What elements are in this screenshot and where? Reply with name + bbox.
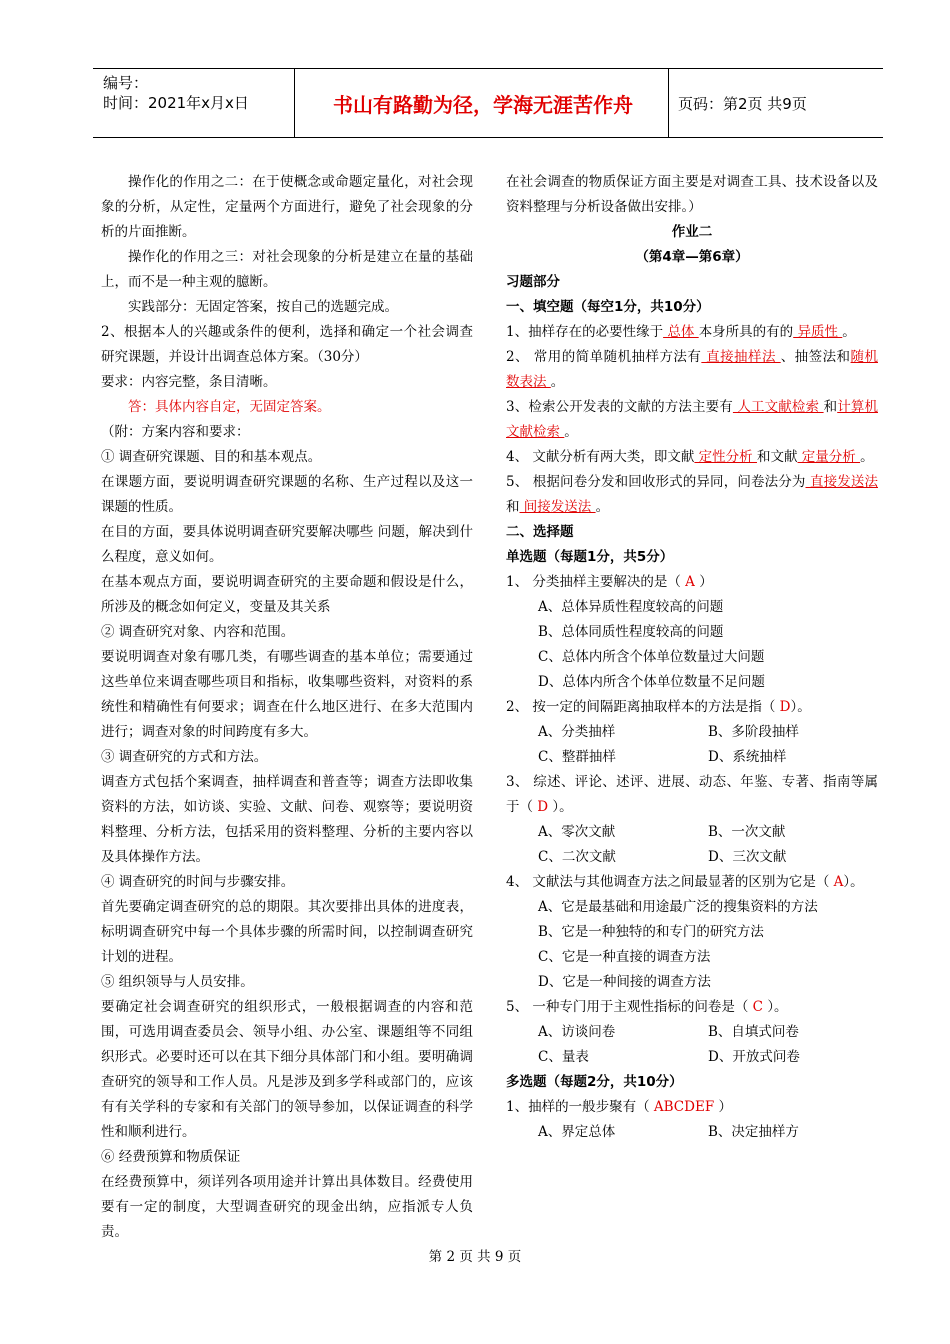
paragraph: 要确定社会调查研究的组织形式，一般根据调查的内容和范围，可选用调查委员会、领导小组、办公室、课题组等不同组织形式。必要时还可以在其下细分具体部门和小组。要明确调查研究的领导和工作人员。凡是涉及到多学科或部门的，应该有有关学科的专家和有关部门的领导参加，以保证调查的科学性和顺利进行。 <box>101 999 473 1140</box>
multi-choice-title: 多选题（每题2分，共10分） <box>506 1074 683 1090</box>
option-row <box>506 1020 878 1045</box>
answer-blank: 直接发送法 <box>805 474 878 490</box>
option: D、总体内所含个体单位数量不足问题 <box>538 674 765 690</box>
question-text: 5、 一种专门用于主观性指标的问卷是（ <box>506 999 749 1015</box>
option: C、二次文献 <box>538 849 616 865</box>
item-heading: ⑥ 经费预算和物质保证 <box>101 1149 241 1165</box>
paragraph: 在经费预算中，须详列各项用途并计算出具体数目。经费使用要有一定的制度，大型调查研究的现金出纳，应指派专人负责。 <box>101 1174 473 1240</box>
paragraph: 首先要确定调查研究的总的期限。其次要排出具体的进度表，标明调查研究中每一个具体步骤的所需时间，以控制调查研究计划的进程。 <box>101 899 473 965</box>
option: C、量表 <box>538 1049 589 1065</box>
paragraph: 要求：内容完整，条目清晰。 <box>101 374 277 390</box>
question-text: ） <box>718 1099 732 1115</box>
answer-blank: 人工文献检索 <box>732 399 824 415</box>
question-text: 2、 常用的简单随机抽样方法有 <box>506 349 702 365</box>
question-text: 。 <box>842 324 856 340</box>
paragraph: 在社会调查的物质保证方面主要是对调查工具、技术设备以及资料整理与分析设备做出安排。） <box>506 174 878 215</box>
option: B、多阶段抽样 <box>708 724 799 740</box>
question-text: ） <box>699 574 713 590</box>
question-text: 和 <box>823 399 838 415</box>
option: D、它是一种间接的调查方法 <box>538 974 711 990</box>
single-choice-title: 单选题（每题1分，共5分） <box>506 549 674 565</box>
answer-letter: ABCDEF <box>649 1099 719 1115</box>
option-row <box>506 745 878 770</box>
header-info <box>103 73 249 113</box>
question-text: 3、 综述、评论、述评、进展、动态、年鉴、专著、指南等属于（ <box>506 774 878 815</box>
item-heading: ④ 调查研究的时间与步骤安排。 <box>101 874 295 890</box>
item-heading: ③ 调查研究的方式和方法。 <box>101 749 268 765</box>
option: B、总体同质性程度较高的问题 <box>538 624 724 640</box>
paragraph: 调查方式包括个案调查，抽样调查和普查等；调查方法即收集资料的方法，如访谈、实验、文献、问卷、观察等；要说明资料整理、分析方法，包括采用的资料整理、分析的主要内容以及具体操作方法。 <box>101 774 473 865</box>
option-row <box>506 720 878 745</box>
option: B、它是一种独特的和专门的研究方法 <box>538 924 764 940</box>
choice-question-1 <box>506 570 878 595</box>
choice-title: 二、选择题 <box>506 524 574 540</box>
answer-blank: 总体 <box>663 324 699 340</box>
answer-blank: 计算机文献检索 <box>506 399 878 440</box>
number-label: 编号： <box>103 74 149 92</box>
multi-question-1 <box>506 1095 878 1120</box>
option: A、界定总体 <box>538 1124 616 1140</box>
option: A、总体异质性程度较高的问题 <box>538 599 724 615</box>
fill-blank-title: 一、填空题（每空1分，共10分） <box>506 299 710 315</box>
choice-question-2 <box>506 695 878 720</box>
paragraph: 在基本观点方面，要说明调查研究的主要命题和假设是什么，所涉及的概念如何定义，变量及其关系 <box>101 574 473 615</box>
fill-question-3 <box>506 395 878 445</box>
paragraph: 在课题方面，要说明调查研究课题的名称、生产过程以及这一课题的性质。 <box>101 474 473 515</box>
option-row <box>506 820 878 845</box>
question-text: ）。 <box>767 999 788 1015</box>
page-footer: 第 2 页 共 9 页 <box>428 1249 522 1265</box>
question-text: 本身所具的有的 <box>698 324 794 340</box>
answer-blank: 间接发送法 <box>519 499 596 515</box>
left-column <box>101 170 473 1245</box>
answer-letter: D <box>533 799 553 815</box>
option-row <box>506 1120 878 1145</box>
question-text: 2、 按一定的间隔距离抽取样本的方法是指（ <box>506 699 780 715</box>
option: B、自填式问卷 <box>708 1024 799 1040</box>
answer-letter: A <box>680 574 700 590</box>
question-text: 1、抽样存在的必要性缘于 <box>506 324 664 340</box>
question-text: 、抽签法和 <box>780 349 851 365</box>
fill-question-2 <box>506 345 878 395</box>
answer-letter: C <box>748 999 768 1015</box>
question-text: 5、 根据问卷分发和回收形式的异同，问卷法分为 <box>506 474 806 490</box>
option: B、一次文献 <box>708 824 786 840</box>
answer-letter: A <box>833 874 844 890</box>
page-header <box>93 68 883 138</box>
question-text: ）。 <box>552 799 573 815</box>
option: D、三次文献 <box>708 849 787 865</box>
assignment-subtitle: （第4章—第6章） <box>635 249 749 265</box>
paragraph: （附：方案内容和要求： <box>101 424 250 440</box>
option: A、零次文献 <box>538 824 616 840</box>
paragraph: 操作化的作用之三：对社会现象的分析是建立在量的基础上，而不是一种主观的臆断。 <box>101 249 473 290</box>
choice-question-4 <box>506 870 878 895</box>
question-text: 和 <box>506 499 520 515</box>
option: C、总体内所含个体单位数量过大问题 <box>538 649 765 665</box>
item-heading: ② 调查研究对象、内容和范围。 <box>101 624 295 640</box>
fill-question-1 <box>506 320 878 345</box>
paragraph: 在目的方面，要具体说明调查研究要解决哪些 问题，解决到什么程度，意义如何。 <box>101 524 473 565</box>
option-row <box>506 1045 878 1070</box>
answer-blank: 随机数表法 <box>506 349 878 390</box>
paragraph: 实践部分：无固定答案，按自己的选题完成。 <box>128 299 398 315</box>
question-text: 。 <box>860 449 874 465</box>
right-column <box>506 170 878 1145</box>
paragraph: 要说明调查对象有哪几类，有哪些调查的基本单位；需要通过这些单位来调查哪些项目和指标，收集哪些资料，对资料的系统性和精确性有何要求；调查在什么地区进行、在多大范围内进行；调查对象的时间跨度有多大。 <box>101 649 473 740</box>
question-text: 4、 文献法与其他调查方法之间最显著的区别为它是（ <box>506 874 834 890</box>
question-text: 3、检索公开发表的文献的方法主要有 <box>506 399 733 415</box>
header-page-label: 页码：第2页 共9页 <box>678 94 807 113</box>
option-row <box>506 845 878 870</box>
option: B、决定抽样方 <box>708 1124 799 1140</box>
paragraph: 操作化的作用之二：在于使概念或命题定量化，对社会现象的分析，从定性，定量两个方面进行，避免了社会现象的分析的片面推断。 <box>101 174 473 240</box>
option: C、整群抽样 <box>538 749 616 765</box>
item-heading: ⑤ 组织领导与人员安排。 <box>101 974 254 990</box>
option: A、它是最基础和用途最广泛的搜集资料的方法 <box>538 899 818 915</box>
answer-letter: D <box>779 699 791 715</box>
header-motto: 书山有路勤为径，学海无涯苦作舟 <box>333 92 633 117</box>
option: C、它是一种直接的调查方法 <box>538 949 711 965</box>
time-label: 时间：2021年x月x日 <box>103 94 249 112</box>
question-text: 和文献 <box>756 449 798 465</box>
answer-blank: 异质性 <box>793 324 843 340</box>
header-divider <box>668 69 669 137</box>
option: D、开放式问卷 <box>708 1049 800 1065</box>
fill-question-4 <box>506 445 878 470</box>
question-text: 。 <box>595 499 610 515</box>
question-text: 4、 文献分析有两大类，即文献 <box>506 449 695 465</box>
option: A、访谈问卷 <box>538 1024 616 1040</box>
option: D、系统抽样 <box>708 749 787 765</box>
section-title: 习题部分 <box>506 274 560 290</box>
question-text: ）。 <box>790 699 811 715</box>
answer-blank: 直接抽样法 <box>701 349 781 365</box>
question-text: 。 <box>550 374 565 390</box>
answer-blank: 定性分析 <box>694 449 757 465</box>
choice-question-3 <box>506 770 878 820</box>
question-2: 2、根据本人的兴趣或条件的便利，选择和确定一个社会调查研究课题，并设计出调查总体方案。（30分） <box>101 324 473 365</box>
question-text: ）。 <box>843 874 864 890</box>
option: A、分类抽样 <box>538 724 616 740</box>
header-divider <box>294 69 295 137</box>
question-text: 1、抽样的一般步聚有（ <box>506 1099 650 1115</box>
fill-question-5 <box>506 470 878 520</box>
question-text: 。 <box>564 424 578 440</box>
answer-blank: 定量分析 <box>797 449 861 465</box>
choice-question-5 <box>506 995 878 1020</box>
assignment-title: 作业二 <box>671 224 713 240</box>
answer-text: 答：具体内容自定，无固定答案。 <box>128 399 331 415</box>
question-text: 1、 分类抽样主要解决的是（ <box>506 574 681 590</box>
item-heading: ① 调查研究课题、目的和基本观点。 <box>101 449 322 465</box>
